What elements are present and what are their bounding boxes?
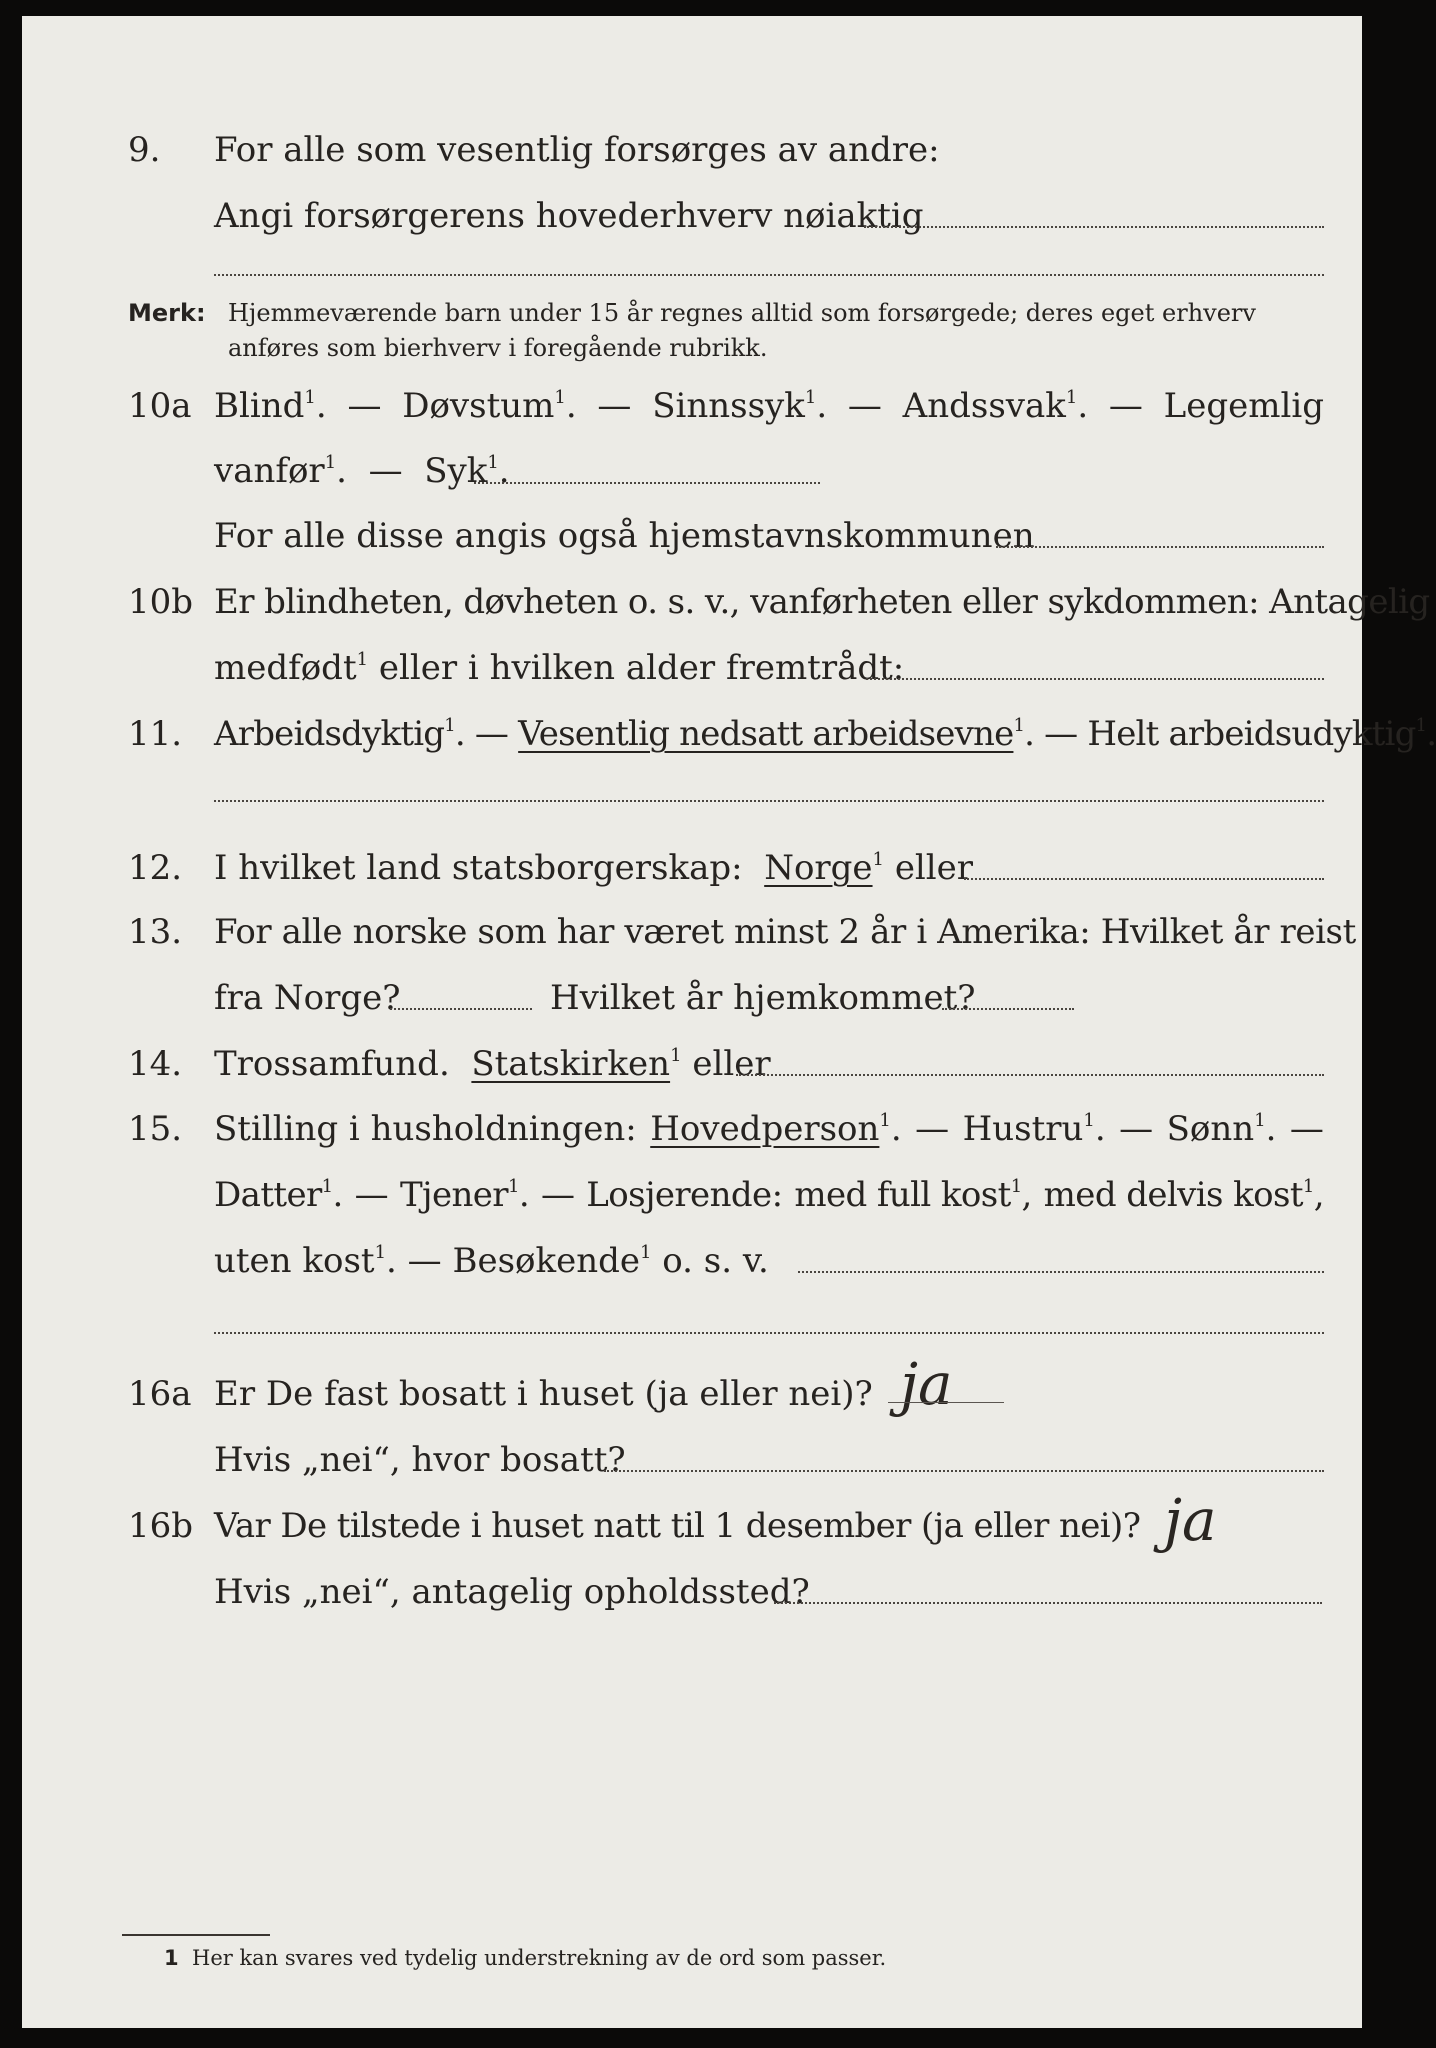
question-16b-location-line[interactable]	[774, 1602, 1322, 1604]
option-norge-selected[interactable]: Norge	[764, 848, 873, 888]
question-16a-answer-line	[888, 1402, 1004, 1403]
option-besokende[interactable]: Besøkende	[452, 1241, 640, 1281]
question-13-line2a: fra Norge?	[214, 978, 401, 1018]
option-legemlig[interactable]: Legemlig	[1163, 386, 1324, 426]
question-15-line3: uten kost$^1$. — Besøkende$^1$ o. s. v.	[214, 1241, 769, 1281]
question-14-line: Trossamfund. Statskirken$^1$ eller	[214, 1044, 771, 1084]
question-16b-number: 16b	[128, 1506, 194, 1546]
question-15-line2: Datter$^1$. — Tjener$^1$. — Losjerende: med full kost$^1$, med delvis kost$^1$,	[214, 1175, 1324, 1215]
question-16a-number: 16a	[128, 1374, 192, 1414]
question-11-line: Arbeidsdyktig$^1$. — Vesentlig nedsatt arbeidsevne$^1$. — Helt arbeidsudyktig$^1$.	[214, 714, 1436, 754]
question-16a-line2: Hvis „nei“, hvor bosatt?	[214, 1440, 626, 1480]
question-14-number: 14.	[128, 1044, 183, 1084]
question-13-line2b: Hvilket år hjemkommet?	[550, 978, 976, 1018]
question-14-answer-line[interactable]	[736, 1074, 1324, 1076]
option-syk[interactable]: Syk	[424, 451, 488, 491]
question-10b-number: 10b	[128, 582, 194, 622]
option-dovstum[interactable]: Døvstum	[402, 386, 555, 426]
question-13-line1: For alle norske som har været minst 2 år i Amerika: Hvilket år reist	[214, 912, 1356, 952]
question-13-return-year-line[interactable]	[942, 1008, 1074, 1010]
option-sonn[interactable]: Sønn	[1166, 1109, 1255, 1149]
question-12-number: 12.	[128, 848, 183, 888]
footnote-text: Her kan svares ved tydelig understrekning av de ord som passer.	[192, 1946, 887, 1970]
note-line2: anføres som bierhverv i foregående rubrikk.	[228, 334, 768, 362]
question-13-departure-year-line[interactable]	[390, 1008, 532, 1010]
question-10b-answer-line[interactable]	[866, 678, 1324, 680]
option-full-kost[interactable]: med full kost	[794, 1175, 1011, 1215]
question-16a-handwritten-answer[interactable]: ja	[900, 1350, 953, 1418]
option-hustru[interactable]: Hustru	[962, 1109, 1084, 1149]
question-10b-line1: Er blindheten, døvheten o. s. v., vanførheten eller sykdommen: Antagelig	[214, 582, 1430, 622]
option-andssvak[interactable]: Andssvak	[902, 386, 1066, 426]
question-16b-line1: Var De tilstede i huset natt til 1 desember (ja eller nei)?	[214, 1506, 1141, 1546]
question-10a-line2: vanfør$^1$. — Syk$^1$.	[214, 451, 510, 491]
question-11-answer-line[interactable]	[214, 800, 1324, 802]
question-9-line2: Angi forsørgerens hovederhverv nøiaktig	[214, 196, 924, 236]
question-15-line1: Stilling i husholdningen: Hovedperson$^1$. — Hustru$^1$. — Sønn$^1$. —	[214, 1109, 1324, 1149]
note-line1: Hjemmeværende barn under 15 år regnes alltid som forsørgede; deres eget erhverv	[228, 299, 1256, 327]
question-10a-answer-line[interactable]	[474, 482, 820, 484]
question-16b-handwritten-answer[interactable]: ja	[1164, 1486, 1217, 1554]
question-16b-line2: Hvis „nei“, antagelig opholdssted?	[214, 1572, 810, 1612]
question-16a-residence-line[interactable]	[604, 1470, 1324, 1472]
option-blind[interactable]: Blind	[214, 386, 305, 426]
question-10a-municipality-line[interactable]	[996, 546, 1324, 548]
question-16a-line1: Er De fast bosatt i huset (ja eller nei)?	[214, 1374, 873, 1414]
option-medfodt[interactable]: medfødt	[214, 648, 357, 688]
question-9-answer-line[interactable]	[864, 226, 1324, 228]
question-12-answer-line[interactable]	[964, 878, 1324, 880]
question-10a-number: 10a	[128, 386, 192, 426]
census-form-page	[22, 16, 1436, 2028]
question-9-number: 9.	[128, 130, 161, 170]
footnote-rule	[122, 1934, 270, 1936]
option-arbeidsdyktig[interactable]: Arbeidsdyktig	[214, 714, 445, 754]
option-vesentlig-nedsatt-selected[interactable]: Vesentlig nedsatt arbeidsevne	[518, 714, 1014, 754]
question-15-answer-line-2[interactable]	[214, 1332, 1324, 1334]
question-13-number: 13.	[128, 912, 183, 952]
question-10b-line2: medfødt$^1$ eller i hvilken alder fremtrådt:	[214, 648, 905, 688]
question-15-number: 15.	[128, 1109, 183, 1149]
option-tjener[interactable]: Tjener	[399, 1175, 508, 1215]
option-datter[interactable]: Datter	[214, 1175, 322, 1215]
option-helt-arbeidsudyktig[interactable]: Helt arbeidsudyktig	[1087, 714, 1416, 754]
note-label: Merk:	[128, 299, 206, 327]
question-10a-line1: Blind$^1$. — Døvstum$^1$. — Sinnssyk$^1$. — Andssvak$^1$. — Legemlig	[214, 386, 1324, 426]
question-12-line: I hvilket land statsborgerskap: Norge$^1$ eller	[214, 848, 974, 888]
question-11-number: 11.	[128, 714, 183, 754]
footnote-mark: 1	[164, 1946, 179, 1970]
option-vanfor[interactable]: vanfør	[214, 451, 325, 491]
option-hovedperson-selected[interactable]: Hovedperson	[650, 1109, 880, 1149]
question-9-line1: For alle som vesentlig forsørges av andre:	[214, 130, 940, 170]
question-10a-line3: For alle disse angis også hjemstavnskommunen	[214, 516, 1035, 556]
question-9-answer-line-2[interactable]	[214, 274, 1324, 276]
question-15-answer-line[interactable]	[798, 1271, 1324, 1273]
option-statskirken-selected[interactable]: Statskirken	[471, 1044, 671, 1084]
option-delvis-kost[interactable]: med delvis kost	[1043, 1175, 1303, 1215]
option-sinnssyk[interactable]: Sinnssyk	[652, 386, 805, 426]
option-uten-kost[interactable]: uten kost	[214, 1241, 375, 1281]
